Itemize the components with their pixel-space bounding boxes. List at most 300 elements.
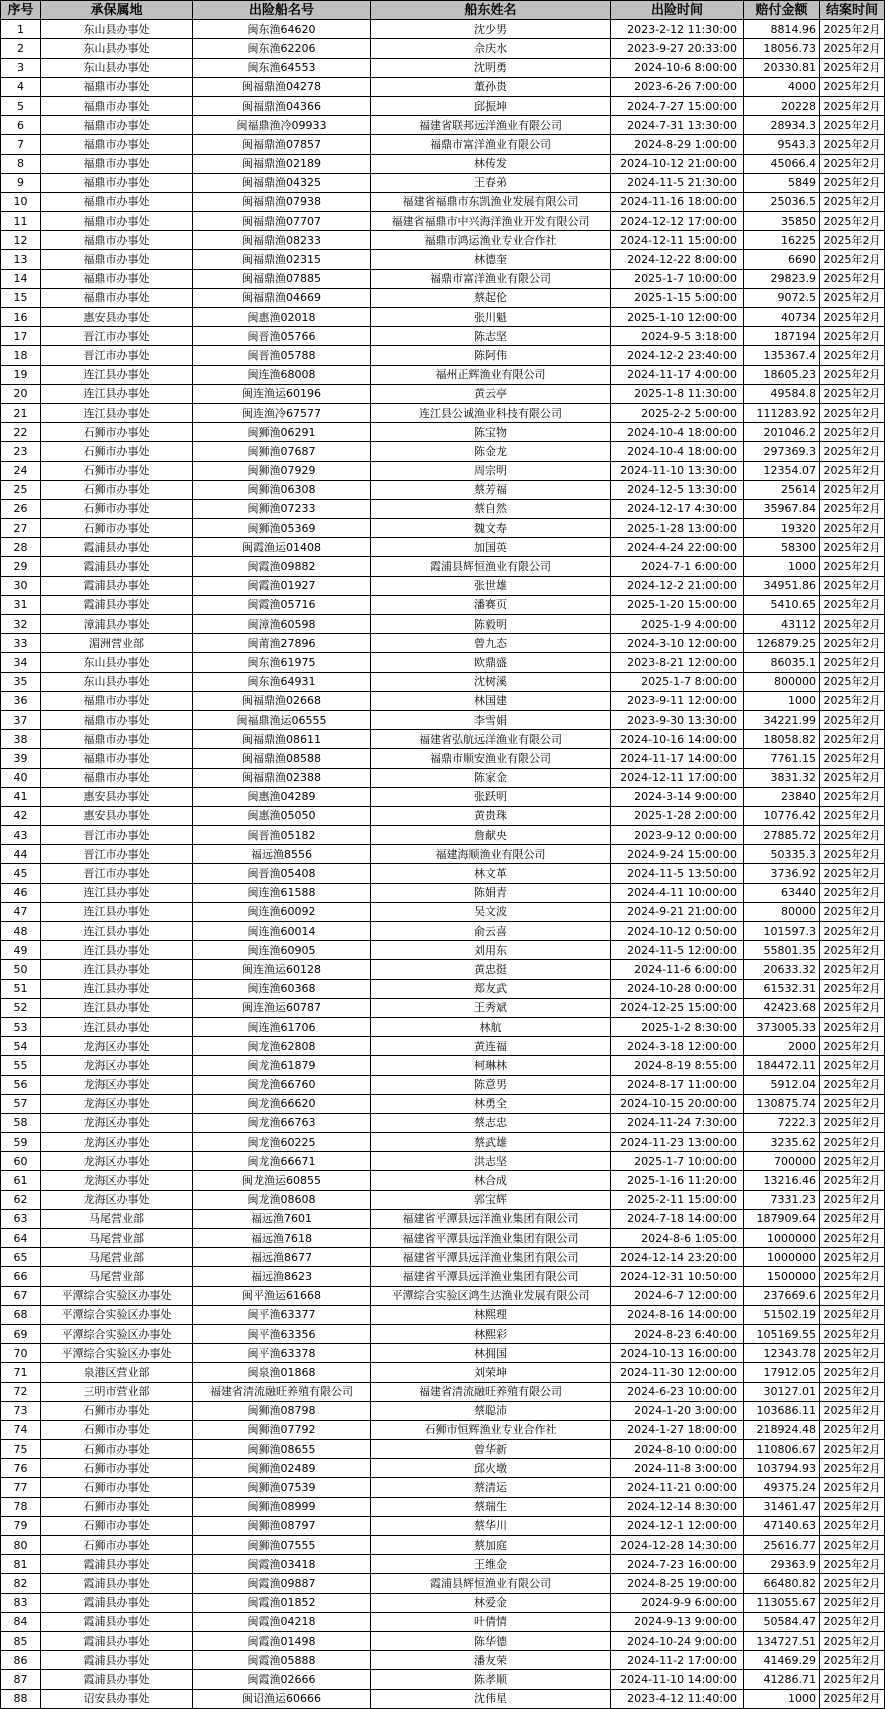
cell-vessel: 闽狮渔07233 xyxy=(193,499,371,518)
cell-settle-time: 2025年2月 xyxy=(820,1478,885,1497)
cell-incident-time: 2023-9-27 20:33:00 xyxy=(611,39,744,58)
cell-incident-time: 2024-8-23 6:40:00 xyxy=(611,1324,744,1343)
cell-incident-time: 2024-11-23 13:00:00 xyxy=(611,1133,744,1152)
cell-owner: 沈少男 xyxy=(371,20,611,39)
cell-index: 16 xyxy=(1,308,41,327)
cell-region: 福鼎市办事处 xyxy=(41,154,193,173)
cell-incident-time: 2024-6-7 12:00:00 xyxy=(611,1286,744,1305)
cell-index: 81 xyxy=(1,1555,41,1574)
cell-incident-time: 2024-9-21 21:00:00 xyxy=(611,902,744,921)
table-row xyxy=(1,615,885,634)
table-row xyxy=(1,1017,885,1036)
table-row xyxy=(1,519,885,538)
cell-index: 62 xyxy=(1,1190,41,1209)
cell-vessel: 闽福鼎渔02388 xyxy=(193,768,371,787)
cell-region: 石狮市办事处 xyxy=(41,461,193,480)
cell-index: 48 xyxy=(1,922,41,941)
cell-index: 27 xyxy=(1,519,41,538)
cell-vessel: 闽连渔61588 xyxy=(193,883,371,902)
cell-vessel: 闽狮渔07929 xyxy=(193,461,371,480)
cell-incident-time: 2025-1-28 2:00:00 xyxy=(611,806,744,825)
cell-settle-time: 2025年2月 xyxy=(820,1574,885,1593)
cell-vessel: 闽霞渔01498 xyxy=(193,1631,371,1650)
cell-incident-time: 2024-10-4 18:00:00 xyxy=(611,442,744,461)
table-row xyxy=(1,672,885,691)
cell-owner: 林熙理 xyxy=(371,1305,611,1324)
cell-amount: 187194 xyxy=(744,327,820,346)
cell-amount: 1000 xyxy=(744,691,820,710)
cell-index: 36 xyxy=(1,691,41,710)
cell-vessel: 闽连渔61706 xyxy=(193,1017,371,1036)
cell-index: 88 xyxy=(1,1689,41,1708)
cell-index: 30 xyxy=(1,576,41,595)
cell-vessel: 闽狮渔07539 xyxy=(193,1478,371,1497)
cell-vessel: 闽狮渔07687 xyxy=(193,442,371,461)
cell-index: 10 xyxy=(1,192,41,211)
cell-owner: 蔡芳福 xyxy=(371,480,611,499)
cell-settle-time: 2025年2月 xyxy=(820,672,885,691)
cell-region: 霞浦县办事处 xyxy=(41,1670,193,1689)
cell-vessel: 闽福鼎渔04366 xyxy=(193,96,371,115)
cell-index: 84 xyxy=(1,1612,41,1631)
cell-amount: 63440 xyxy=(744,883,820,902)
cell-region: 石狮市办事处 xyxy=(41,423,193,442)
cell-amount: 134727.51 xyxy=(744,1631,820,1650)
cell-incident-time: 2025-1-16 11:20:00 xyxy=(611,1171,744,1190)
cell-region: 福鼎市办事处 xyxy=(41,250,193,269)
header-amount: 赔付金额 xyxy=(744,1,820,20)
cell-settle-time: 2025年2月 xyxy=(820,787,885,806)
cell-vessel: 闽龙渔66671 xyxy=(193,1152,371,1171)
cell-amount: 35967.84 xyxy=(744,499,820,518)
cell-owner: 蔡清运 xyxy=(371,1478,611,1497)
cell-region: 平潭综合实验区办事处 xyxy=(41,1286,193,1305)
cell-region: 福鼎市办事处 xyxy=(41,269,193,288)
cell-settle-time: 2025年2月 xyxy=(820,442,885,461)
cell-index: 18 xyxy=(1,346,41,365)
cell-owner: 陈志坚 xyxy=(371,327,611,346)
cell-region: 霞浦县办事处 xyxy=(41,1651,193,1670)
cell-owner: 林文革 xyxy=(371,864,611,883)
cell-index: 63 xyxy=(1,1209,41,1228)
cell-vessel: 闽霞渔01927 xyxy=(193,576,371,595)
cell-incident-time: 2025-2-11 15:00:00 xyxy=(611,1190,744,1209)
cell-settle-time: 2025年2月 xyxy=(820,1536,885,1555)
table-row xyxy=(1,787,885,806)
cell-index: 55 xyxy=(1,1056,41,1075)
cell-incident-time: 2023-4-12 11:40:00 xyxy=(611,1689,744,1708)
cell-vessel: 闽狮渔08655 xyxy=(193,1440,371,1459)
cell-vessel: 闽福鼎渔冷09933 xyxy=(193,116,371,135)
cell-settle-time: 2025年2月 xyxy=(820,135,885,154)
cell-region: 龙海区办事处 xyxy=(41,1190,193,1209)
cell-amount: 105169.55 xyxy=(744,1324,820,1343)
table-row xyxy=(1,1248,885,1267)
cell-region: 福鼎市办事处 xyxy=(41,135,193,154)
cell-incident-time: 2024-11-21 0:00:00 xyxy=(611,1478,744,1497)
cell-vessel: 闽狮渔07792 xyxy=(193,1420,371,1439)
cell-vessel: 福远渔8556 xyxy=(193,845,371,864)
cell-settle-time: 2025年2月 xyxy=(820,1133,885,1152)
cell-amount: 1000000 xyxy=(744,1248,820,1267)
table-row xyxy=(1,308,885,327)
cell-index: 28 xyxy=(1,538,41,557)
cell-vessel: 闽霞渔02666 xyxy=(193,1670,371,1689)
cell-amount: 373005.33 xyxy=(744,1017,820,1036)
cell-incident-time: 2024-10-24 9:00:00 xyxy=(611,1631,744,1650)
cell-settle-time: 2025年2月 xyxy=(820,1631,885,1650)
cell-vessel: 闽龙渔66760 xyxy=(193,1075,371,1094)
cell-region: 石狮市办事处 xyxy=(41,1420,193,1439)
table-row xyxy=(1,1075,885,1094)
cell-settle-time: 2025年2月 xyxy=(820,1555,885,1574)
cell-vessel: 闽福鼎渔02668 xyxy=(193,691,371,710)
cell-index: 23 xyxy=(1,442,41,461)
cell-settle-time: 2025年2月 xyxy=(820,826,885,845)
cell-index: 5 xyxy=(1,96,41,115)
cell-settle-time: 2025年2月 xyxy=(820,653,885,672)
cell-amount: 41469.29 xyxy=(744,1651,820,1670)
cell-vessel: 闽狮渔08797 xyxy=(193,1516,371,1535)
cell-region: 晋江市办事处 xyxy=(41,327,193,346)
cell-vessel: 闽龙渔61879 xyxy=(193,1056,371,1075)
cell-region: 石狮市办事处 xyxy=(41,1459,193,1478)
cell-incident-time: 2024-3-10 12:00:00 xyxy=(611,634,744,653)
cell-vessel: 闽东渔61975 xyxy=(193,653,371,672)
table-row xyxy=(1,192,885,211)
cell-region: 石狮市办事处 xyxy=(41,1401,193,1420)
cell-incident-time: 2024-12-2 23:40:00 xyxy=(611,346,744,365)
cell-owner: 沈树溪 xyxy=(371,672,611,691)
table-row xyxy=(1,922,885,941)
cell-amount: 130875.74 xyxy=(744,1094,820,1113)
cell-owner: 福建省弘航远洋渔业有限公司 xyxy=(371,730,611,749)
cell-owner: 叶倩情 xyxy=(371,1612,611,1631)
cell-vessel: 闽龙渔66620 xyxy=(193,1094,371,1113)
cell-incident-time: 2024-7-31 13:30:00 xyxy=(611,116,744,135)
cell-settle-time: 2025年2月 xyxy=(820,250,885,269)
cell-settle-time: 2025年2月 xyxy=(820,1267,885,1286)
cell-settle-time: 2025年2月 xyxy=(820,538,885,557)
cell-region: 霞浦县办事处 xyxy=(41,576,193,595)
cell-amount: 12354.07 xyxy=(744,461,820,480)
cell-settle-time: 2025年2月 xyxy=(820,288,885,307)
cell-owner: 柯琳林 xyxy=(371,1056,611,1075)
cell-index: 39 xyxy=(1,749,41,768)
cell-owner: 蔡加庭 xyxy=(371,1536,611,1555)
cell-owner: 周宗明 xyxy=(371,461,611,480)
cell-amount: 41286.71 xyxy=(744,1670,820,1689)
cell-amount: 20330.81 xyxy=(744,58,820,77)
cell-amount: 58300 xyxy=(744,538,820,557)
cell-amount: 49584.8 xyxy=(744,384,820,403)
cell-index: 4 xyxy=(1,77,41,96)
cell-amount: 40734 xyxy=(744,308,820,327)
cell-amount: 29363.9 xyxy=(744,1555,820,1574)
cell-owner: 霞浦县辉恒渔业有限公司 xyxy=(371,557,611,576)
cell-index: 41 xyxy=(1,787,41,806)
cell-amount: 103794.93 xyxy=(744,1459,820,1478)
cell-index: 11 xyxy=(1,212,41,231)
cell-incident-time: 2024-12-11 17:00:00 xyxy=(611,768,744,787)
cell-settle-time: 2025年2月 xyxy=(820,922,885,941)
table-row xyxy=(1,864,885,883)
cell-incident-time: 2024-8-16 14:00:00 xyxy=(611,1305,744,1324)
cell-settle-time: 2025年2月 xyxy=(820,1209,885,1228)
cell-incident-time: 2024-11-8 3:00:00 xyxy=(611,1459,744,1478)
cell-region: 霞浦县办事处 xyxy=(41,538,193,557)
cell-incident-time: 2025-2-2 5:00:00 xyxy=(611,403,744,422)
cell-vessel: 闽霞渔05716 xyxy=(193,595,371,614)
header-index: 序号 xyxy=(1,1,41,20)
cell-vessel: 闽平渔63377 xyxy=(193,1305,371,1324)
cell-owner: 林航 xyxy=(371,1017,611,1036)
cell-amount: 700000 xyxy=(744,1152,820,1171)
cell-amount: 31461.47 xyxy=(744,1497,820,1516)
cell-vessel: 闽霞渔01852 xyxy=(193,1593,371,1612)
table-row xyxy=(1,634,885,653)
cell-region: 龙海区办事处 xyxy=(41,1171,193,1190)
cell-incident-time: 2025-1-8 11:30:00 xyxy=(611,384,744,403)
cell-amount: 43112 xyxy=(744,615,820,634)
cell-settle-time: 2025年2月 xyxy=(820,1382,885,1401)
cell-incident-time: 2024-7-1 6:00:00 xyxy=(611,557,744,576)
cell-index: 46 xyxy=(1,883,41,902)
table-row xyxy=(1,998,885,1017)
cell-index: 37 xyxy=(1,710,41,729)
cell-index: 86 xyxy=(1,1651,41,1670)
cell-settle-time: 2025年2月 xyxy=(820,1248,885,1267)
table-row xyxy=(1,730,885,749)
cell-index: 2 xyxy=(1,39,41,58)
cell-settle-time: 2025年2月 xyxy=(820,384,885,403)
cell-owner: 福建省福鼎市中兴海洋渔业开发有限公司 xyxy=(371,212,611,231)
cell-index: 15 xyxy=(1,288,41,307)
cell-amount: 45066.4 xyxy=(744,154,820,173)
cell-amount: 42423.68 xyxy=(744,998,820,1017)
cell-index: 8 xyxy=(1,154,41,173)
cell-region: 泉港区营业部 xyxy=(41,1363,193,1382)
cell-incident-time: 2023-8-21 12:00:00 xyxy=(611,653,744,672)
cell-incident-time: 2024-3-18 12:00:00 xyxy=(611,1037,744,1056)
cell-incident-time: 2024-12-25 15:00:00 xyxy=(611,998,744,1017)
cell-amount: 7222.3 xyxy=(744,1113,820,1132)
header-settle-time: 结案时间 xyxy=(820,1,885,20)
cell-amount: 5912.04 xyxy=(744,1075,820,1094)
cell-owner: 郑友武 xyxy=(371,979,611,998)
cell-index: 26 xyxy=(1,499,41,518)
cell-owner: 佘庆水 xyxy=(371,39,611,58)
cell-region: 马尾营业部 xyxy=(41,1229,193,1248)
cell-index: 35 xyxy=(1,672,41,691)
header-row xyxy=(1,1,885,20)
cell-amount: 3831.32 xyxy=(744,768,820,787)
cell-vessel: 闽连渔60092 xyxy=(193,902,371,921)
cell-owner: 刘用东 xyxy=(371,941,611,960)
cell-settle-time: 2025年2月 xyxy=(820,845,885,864)
cell-incident-time: 2024-10-28 0:00:00 xyxy=(611,979,744,998)
table-row xyxy=(1,173,885,192)
table-row xyxy=(1,1382,885,1401)
table-row xyxy=(1,1612,885,1631)
cell-vessel: 闽霞渔03418 xyxy=(193,1555,371,1574)
cell-incident-time: 2023-6-26 7:00:00 xyxy=(611,77,744,96)
cell-region: 连江县办事处 xyxy=(41,902,193,921)
cell-incident-time: 2024-11-17 14:00:00 xyxy=(611,749,744,768)
cell-settle-time: 2025年2月 xyxy=(820,634,885,653)
table-row xyxy=(1,288,885,307)
cell-index: 58 xyxy=(1,1113,41,1132)
cell-settle-time: 2025年2月 xyxy=(820,768,885,787)
table-row xyxy=(1,538,885,557)
cell-vessel: 闽平渔63356 xyxy=(193,1324,371,1343)
cell-index: 70 xyxy=(1,1344,41,1363)
cell-vessel: 闽龙渔60225 xyxy=(193,1133,371,1152)
table-row xyxy=(1,1536,885,1555)
cell-settle-time: 2025年2月 xyxy=(820,173,885,192)
cell-region: 东山县办事处 xyxy=(41,20,193,39)
cell-settle-time: 2025年2月 xyxy=(820,1401,885,1420)
cell-incident-time: 2024-4-24 22:00:00 xyxy=(611,538,744,557)
cell-settle-time: 2025年2月 xyxy=(820,710,885,729)
header-incident-time: 出险时间 xyxy=(611,1,744,20)
cell-owner: 蔡自然 xyxy=(371,499,611,518)
cell-vessel: 闽连渔运60787 xyxy=(193,998,371,1017)
cell-vessel: 闽狮渔08798 xyxy=(193,1401,371,1420)
cell-amount: 51502.19 xyxy=(744,1305,820,1324)
cell-owner: 陈毅明 xyxy=(371,615,611,634)
cell-vessel: 闽龙渔62808 xyxy=(193,1037,371,1056)
cell-settle-time: 2025年2月 xyxy=(820,519,885,538)
cell-incident-time: 2024-9-24 15:00:00 xyxy=(611,845,744,864)
cell-owner: 福建省平潭县远洋渔业集团有限公司 xyxy=(371,1267,611,1286)
cell-index: 73 xyxy=(1,1401,41,1420)
cell-owner: 林爱金 xyxy=(371,1593,611,1612)
cell-amount: 800000 xyxy=(744,672,820,691)
cell-amount: 2000 xyxy=(744,1037,820,1056)
cell-vessel: 闽福鼎渔04278 xyxy=(193,77,371,96)
cell-owner: 陈孝顺 xyxy=(371,1670,611,1689)
cell-amount: 135367.4 xyxy=(744,346,820,365)
cell-index: 13 xyxy=(1,250,41,269)
cell-incident-time: 2025-1-7 10:00:00 xyxy=(611,269,744,288)
cell-region: 连江县办事处 xyxy=(41,365,193,384)
cell-region: 福鼎市办事处 xyxy=(41,173,193,192)
cell-vessel: 闽霞渔04218 xyxy=(193,1612,371,1631)
cell-owner: 平潭综合实验区鸿生达渔业发展有限公司 xyxy=(371,1286,611,1305)
cell-incident-time: 2024-8-29 1:00:00 xyxy=(611,135,744,154)
cell-vessel: 闽狮渔08999 xyxy=(193,1497,371,1516)
table-row xyxy=(1,116,885,135)
cell-index: 19 xyxy=(1,365,41,384)
table-row xyxy=(1,1056,885,1075)
cell-region: 霞浦县办事处 xyxy=(41,1574,193,1593)
cell-settle-time: 2025年2月 xyxy=(820,1651,885,1670)
cell-region: 霞浦县办事处 xyxy=(41,1612,193,1631)
cell-vessel: 闽晋渔05182 xyxy=(193,826,371,845)
cell-index: 66 xyxy=(1,1267,41,1286)
cell-region: 石狮市办事处 xyxy=(41,1536,193,1555)
cell-incident-time: 2024-9-13 9:00:00 xyxy=(611,1612,744,1631)
cell-index: 71 xyxy=(1,1363,41,1382)
cell-incident-time: 2024-10-13 16:00:00 xyxy=(611,1344,744,1363)
cell-region: 霞浦县办事处 xyxy=(41,1593,193,1612)
cell-settle-time: 2025年2月 xyxy=(820,77,885,96)
cell-owner: 魏文寿 xyxy=(371,519,611,538)
table-row xyxy=(1,1516,885,1535)
cell-index: 59 xyxy=(1,1133,41,1152)
cell-owner: 张川魁 xyxy=(371,308,611,327)
cell-region: 福鼎市办事处 xyxy=(41,96,193,115)
cell-index: 67 xyxy=(1,1286,41,1305)
table-row xyxy=(1,327,885,346)
cell-incident-time: 2024-1-27 18:00:00 xyxy=(611,1420,744,1439)
cell-settle-time: 2025年2月 xyxy=(820,1037,885,1056)
cell-owner: 王春弟 xyxy=(371,173,611,192)
cell-vessel: 闽连渔60368 xyxy=(193,979,371,998)
cell-amount: 9072.5 xyxy=(744,288,820,307)
cell-index: 45 xyxy=(1,864,41,883)
cell-owner: 陈华德 xyxy=(371,1631,611,1650)
cell-owner: 加国英 xyxy=(371,538,611,557)
cell-settle-time: 2025年2月 xyxy=(820,576,885,595)
cell-region: 霞浦县办事处 xyxy=(41,1631,193,1650)
cell-index: 43 xyxy=(1,826,41,845)
cell-vessel: 闽连渔68008 xyxy=(193,365,371,384)
table-row xyxy=(1,384,885,403)
cell-owner: 洪志坚 xyxy=(371,1152,611,1171)
cell-region: 龙海区办事处 xyxy=(41,1075,193,1094)
cell-amount: 7761.15 xyxy=(744,749,820,768)
cell-index: 80 xyxy=(1,1536,41,1555)
cell-amount: 27885.72 xyxy=(744,826,820,845)
cell-vessel: 闽诏渔运60666 xyxy=(193,1689,371,1708)
cell-vessel: 闽连渔运60196 xyxy=(193,384,371,403)
cell-incident-time: 2024-11-16 18:00:00 xyxy=(611,192,744,211)
table-row xyxy=(1,826,885,845)
cell-settle-time: 2025年2月 xyxy=(820,1497,885,1516)
cell-amount: 237669.6 xyxy=(744,1286,820,1305)
cell-region: 石狮市办事处 xyxy=(41,442,193,461)
cell-region: 马尾营业部 xyxy=(41,1267,193,1286)
cell-incident-time: 2024-7-27 15:00:00 xyxy=(611,96,744,115)
table-row xyxy=(1,1420,885,1439)
cell-vessel: 闽莆渔27896 xyxy=(193,634,371,653)
cell-amount: 18056.73 xyxy=(744,39,820,58)
cell-amount: 18605.23 xyxy=(744,365,820,384)
cell-vessel: 福远渔7601 xyxy=(193,1209,371,1228)
table-row xyxy=(1,1152,885,1171)
cell-incident-time: 2025-1-7 10:00:00 xyxy=(611,1152,744,1171)
cell-index: 87 xyxy=(1,1670,41,1689)
table-row xyxy=(1,1574,885,1593)
cell-region: 福鼎市办事处 xyxy=(41,192,193,211)
cell-owner: 沈伟星 xyxy=(371,1689,611,1708)
cell-incident-time: 2023-9-11 12:00:00 xyxy=(611,691,744,710)
cell-index: 17 xyxy=(1,327,41,346)
cell-region: 龙海区办事处 xyxy=(41,1133,193,1152)
cell-amount: 1000 xyxy=(744,1689,820,1708)
cell-vessel: 闽泉渔01868 xyxy=(193,1363,371,1382)
table-row xyxy=(1,1190,885,1209)
cell-settle-time: 2025年2月 xyxy=(820,1324,885,1343)
cell-settle-time: 2025年2月 xyxy=(820,58,885,77)
cell-owner: 福鼎市顺安渔业有限公司 xyxy=(371,749,611,768)
header-region: 承保属地 xyxy=(41,1,193,20)
table-row xyxy=(1,212,885,231)
cell-owner: 福建省平潭县远洋渔业集团有限公司 xyxy=(371,1229,611,1248)
cell-incident-time: 2024-8-25 19:00:00 xyxy=(611,1574,744,1593)
